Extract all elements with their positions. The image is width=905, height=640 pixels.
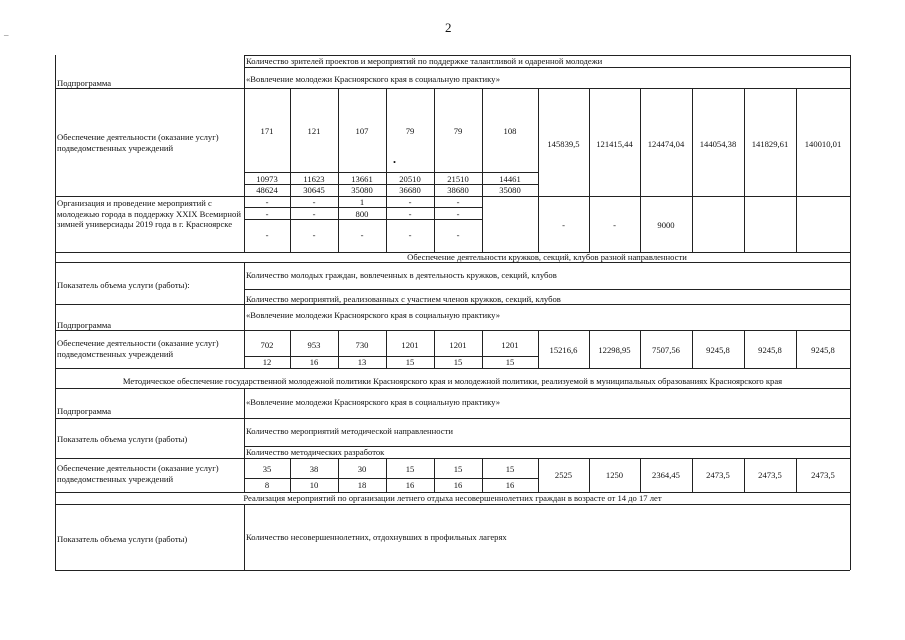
h-rule [55,304,850,305]
finance-value: 9245,8 [758,345,782,355]
v-rule [850,88,851,196]
finance-value: 9245,8 [706,345,730,355]
v-rule [482,196,483,252]
indicator-label: Показатель объема услуги (работы): [57,280,190,290]
value-top: 1201 [401,340,419,350]
page-number: 2 [445,20,452,35]
subprogram-label: Подпрограмма [57,406,112,416]
v-rule [850,492,851,570]
value: - [312,197,316,207]
finance-value: 1250 [605,470,624,480]
h-rule [55,504,850,505]
row-label: Обеспечение деятельности (оказание услуг) подведомственных учреждений [57,132,219,153]
value-bot: 15 [505,357,515,367]
finance-value: 7507,56 [652,345,680,355]
dot-mark: • [393,157,397,167]
indicator-label: Показатель объема услуги (работы) [57,434,188,444]
v-rule [55,196,56,252]
value-top: 15 [405,464,415,474]
value-bot: 13 [357,357,367,367]
value: - [456,209,460,219]
h-rule [244,289,850,290]
value-top: 35 [262,464,272,474]
h-rule [55,368,850,369]
v-rule [55,262,56,330]
value: - [265,197,269,207]
v-rule [744,196,745,252]
value: - [312,230,316,240]
value-top: 953 [307,340,321,350]
row-label: Обеспечение деятельности (оказание услуг) подведомственных учреждений [57,338,219,359]
h-rule [55,88,850,89]
value-bot: 30645 [303,185,325,195]
value: - [456,230,460,240]
value-mid: 14461 [499,174,521,184]
value: 800 [355,209,369,219]
section-title: Методическое обеспечение государственной молодежной политики Красноярского края и молодежной политики, реализуемой в муниципальных образованиях Красноярского края [122,376,783,386]
indicator-label: Показатель объема услуги (работы) [57,534,188,544]
finance-value: 145839,5 [547,139,580,149]
value: - [265,230,269,240]
finance-value: 2364,45 [652,470,680,480]
value-top: 108 [503,126,517,136]
h-rule [55,330,850,331]
value-top: 107 [355,126,369,136]
value-mid: 13661 [351,174,373,184]
section-title: Реализация мероприятий по организации летнего отдыха несовершеннолетних граждан в возрасте от 14 до 17 лет [243,493,662,503]
h-rule [55,458,850,459]
value-bot: 15 [453,357,463,367]
value-bot: 38680 [447,185,469,195]
value-bot: 48624 [256,185,278,195]
value-bot: 35080 [351,185,373,195]
h-rule [482,196,538,197]
value-bot: 10 [309,480,319,490]
value-top: 15 [453,464,463,474]
value: - [408,209,412,219]
v-rule [55,88,56,196]
value-top: 730 [355,340,369,350]
finance-value: 124474,04 [647,139,685,149]
value-bot: 16 [309,357,319,367]
subprogram-label: Подпрограмма [57,78,112,88]
finance-value: 141829,61 [751,139,789,149]
value-bot: 16 [505,480,515,490]
indicator-text: Количество молодых граждан, вовлеченных в деятельность кружков, секций, клубов [246,270,557,280]
v-rule [55,388,56,492]
value-top: 15 [505,464,515,474]
value-bot: 16 [453,480,463,490]
value-top: 1201 [449,340,467,350]
row-label: Организация и проведение мероприятий с молодежью города в поддержку XXIX Всемирной зимней универсиады 2019 года в г. Красноярске [57,198,241,229]
finance-value: 121415,44 [596,139,633,149]
value: 1 [359,197,365,207]
v-rule [850,252,851,330]
indicator-text: Количество мероприятий методической направленности [246,426,453,436]
value-top: 30 [357,464,367,474]
subprogram-name: «Вовлечение молодежи Красноярского края в социальную практику» [246,397,500,407]
value-bot: 12 [262,357,272,367]
finance-value: 2473,5 [811,470,835,480]
h-rule [244,478,538,479]
value-top: 38 [309,464,319,474]
value: - [312,209,316,219]
h-rule [244,172,538,173]
value: - [360,230,364,240]
section-title: Обеспечение деятельности кружков, секций, клубов разной направленности [407,252,687,262]
margin-mark: – [4,30,9,40]
value-mid: 20510 [399,174,421,184]
finance-value: 2473,5 [758,470,782,480]
finance-value: 2473,5 [706,470,730,480]
value: - [265,209,269,219]
v-rule [850,55,851,88]
bottom-rule [55,570,850,571]
value-mid: 11623 [303,174,325,184]
v-rule [796,196,797,252]
row-label: Обеспечение деятельности (оказание услуг) подведомственных учреждений [57,463,219,484]
value-top: 171 [260,126,274,136]
finance-value: 140010,01 [804,139,842,149]
finance-value: 15216,6 [549,345,578,355]
finance-value: 2525 [554,470,573,480]
subprogram-label: Подпрограмма [57,320,112,330]
subprogram-name: «Вовлечение молодежи Красноярского края в социальную практику» [246,310,500,320]
value-top: 79 [405,126,415,136]
header-row-text: Количество зрителей проектов и мероприятий по поддержке талантливой и одаренной молодежи [246,56,603,66]
v-rule [55,252,56,262]
value-top: 121 [307,126,321,136]
indicator-text: Количество методических разработок [246,447,385,457]
value-mid: 21510 [447,174,469,184]
v-rule [850,330,851,368]
value: - [456,197,460,207]
value-top: 702 [260,340,274,350]
v-rule [244,504,245,570]
value-top: 1201 [501,340,519,350]
v-rule [244,262,245,330]
value-bot: 15 [405,357,415,367]
value-bot: 35080 [499,185,521,195]
value: - [408,197,412,207]
left-edge [55,55,56,88]
value-mid: 10973 [256,174,278,184]
indicator-text: Количество несовершеннолетних, отдохнувших в профильных лагерях [246,532,507,542]
finance-value: 9000 [657,220,675,230]
finance-value: 144054,38 [699,139,737,149]
value-bot: 8 [264,480,270,490]
value-bot: 18 [357,480,367,490]
v-rule [692,196,693,252]
value: - [408,230,412,240]
finance-value: 9245,8 [811,345,835,355]
h-rule [244,67,850,68]
h-rule [55,262,850,263]
indicator-text: Количество мероприятий, реализованных с участием членов кружков, секций, клубов [246,294,561,304]
h-rule [55,418,850,419]
value-bot: 36680 [399,185,421,195]
finance-value: - [562,220,565,230]
v-rule [850,196,851,252]
v-rule [244,55,245,88]
value-bot: 16 [405,480,415,490]
finance-value: 12298,95 [598,345,631,355]
v-rule [244,388,245,460]
h-rule [55,388,850,389]
subprogram-name: «Вовлечение молодежи Красноярского края в социальную практику» [246,74,500,84]
v-rule [55,330,56,368]
v-rule [850,458,851,492]
finance-value: - [613,220,616,230]
value-top: 79 [453,126,463,136]
